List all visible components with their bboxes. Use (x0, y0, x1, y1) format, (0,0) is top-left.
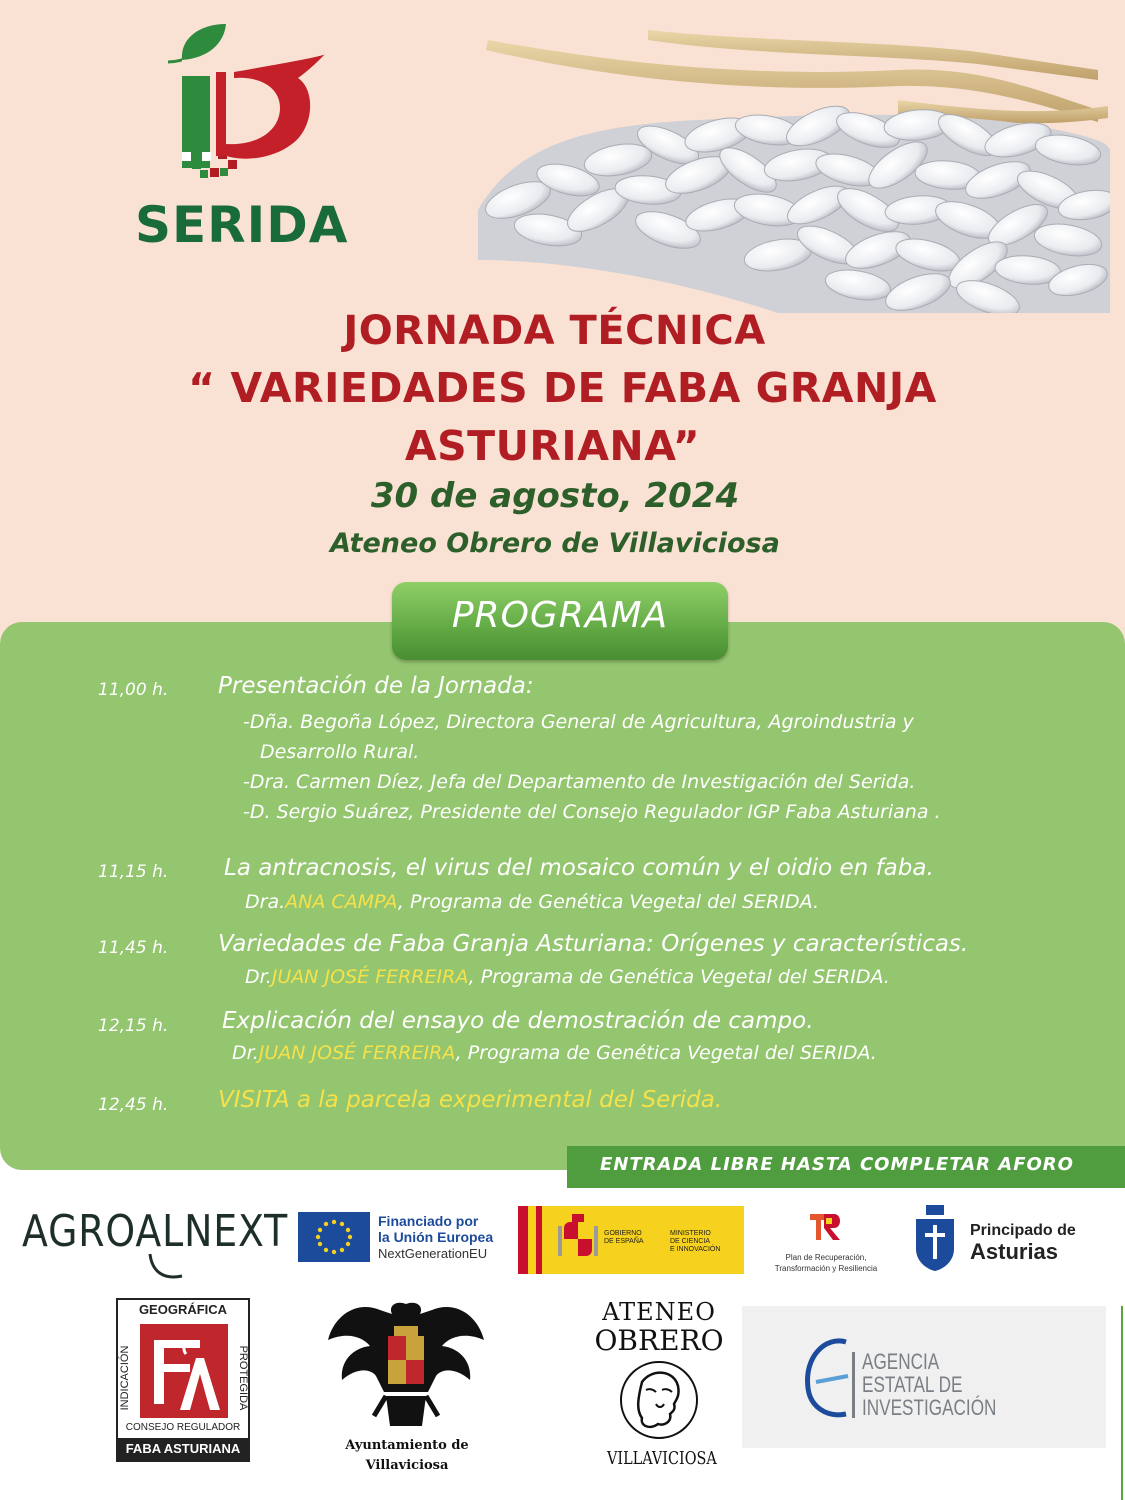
event-title-line1: “ VARIEDADES DE FABA GRANJA (188, 364, 937, 412)
ateneo-line2: OBRERO (594, 1324, 724, 1357)
event-venue: Ateneo Obrero de Villaviciosa (330, 528, 780, 559)
agroalnext-logo: AGROALNEXT (22, 1206, 289, 1257)
eu-funding-text (378, 1213, 493, 1262)
ayto-line1: Ayuntamiento de (345, 1438, 469, 1453)
program-title: Variedades de Faba Granja Asturiana: Orígenes y características. (218, 931, 969, 957)
aei-line3: INVESTIGACIÓN (862, 1395, 997, 1420)
gob-line2: DE ESPAÑA (604, 1238, 644, 1245)
free-entry-text: ENTRADA LIBRE HASTA COMPLETAR AFORO (600, 1154, 1074, 1175)
villaviciosa-coat-of-arms-icon (326, 1296, 486, 1436)
program-speaker (245, 966, 890, 988)
gob-line1: GOBIERNO (604, 1230, 642, 1237)
program-speaker (232, 1042, 877, 1064)
asturias-text (970, 1222, 1076, 1264)
min-line2: DE CIENCIA (670, 1238, 711, 1245)
program-time: 12,45 h. (98, 1095, 169, 1115)
prtr-logo (756, 1206, 896, 1276)
speaker-name: JUAN JOSÉ FERREIRA (271, 966, 469, 988)
speaker-name: ANA CAMPA (285, 891, 398, 913)
speaker-prefix: Dra. (245, 891, 286, 913)
program-time: 11,15 h. (98, 862, 169, 882)
aei-text (862, 1350, 996, 1419)
event-type-title: JORNADA TÉCNICA (343, 308, 766, 354)
aei-line2: ESTATAL DE (862, 1372, 963, 1397)
asturias-shield-icon (912, 1205, 958, 1271)
program-title (218, 1087, 722, 1113)
programa-label: PROGRAMA (451, 595, 669, 636)
eu-line3: NextGenerationEU (378, 1246, 488, 1261)
ateneo-portrait-icon (616, 1360, 702, 1440)
program-title: Explicación del ensayo de demostración de campo. (222, 1008, 814, 1034)
speaker-prefix: Dr. (232, 1042, 259, 1064)
white-beans-photo (478, 30, 1110, 313)
igp-bottom-text: FABA ASTURIANA (125, 1441, 241, 1456)
prtr-text (756, 1252, 896, 1274)
event-title-line2: ASTURIANA” (404, 422, 701, 470)
edge-line (1121, 1306, 1123, 1500)
program-speaker-line: Desarrollo Rural. (260, 741, 420, 763)
min-line3: E INNOVACIÓN (670, 1246, 721, 1253)
flag-stripe (518, 1206, 528, 1274)
program-speaker-line: -Dra. Carmen Díez, Jefa del Departamento de Investigación del Serida. (243, 771, 916, 793)
spain-coat-of-arms-icon (558, 1214, 598, 1266)
faba-asturiana-mark-icon (140, 1324, 228, 1418)
min-line1: MINISTERIO (670, 1230, 711, 1237)
prtr-line2: Transformación y Resiliencia (774, 1264, 878, 1273)
program-speaker (245, 891, 819, 913)
program-title: Presentación de la Jornada: (218, 673, 534, 699)
gobierno-espana-logo (518, 1206, 744, 1274)
eu-flag-icon (298, 1212, 370, 1262)
igp-top-text: GEOGRÁFICA (138, 1302, 228, 1317)
speaker-affiliation: , Programa de Genética Vegetal del SERIDA. (397, 891, 820, 913)
asturias-line2: Asturias (970, 1239, 1059, 1264)
serida-wordmark: SERIDA (135, 196, 349, 254)
ministerio-text (670, 1230, 720, 1254)
aei-mark-icon (796, 1336, 860, 1422)
program-time: 11,00 h. (98, 680, 169, 700)
event-date: 30 de agosto, 2024 (370, 476, 740, 516)
igp-left-text: INDICACIÓN (119, 1345, 131, 1411)
program-speaker-line: -D. Sergio Suárez, Presidente del Consejo Regulador IGP Faba Asturiana . (243, 801, 941, 823)
ateneo-obrero-logo (594, 1298, 724, 1476)
ateneo-line1: ATENEO (602, 1298, 716, 1326)
prtr-line1: Plan de Recuperación, (785, 1253, 867, 1262)
eu-line2: la Unión Europea (378, 1229, 494, 1245)
aei-line1: AGENCIA (862, 1349, 940, 1374)
tr-logo-icon (808, 1210, 844, 1246)
program-title: La antracnosis, el virus del mosaico común y el oidio en faba. (224, 855, 934, 881)
igp-faba-asturiana-logo (116, 1298, 250, 1462)
asturias-line1: Principado de (970, 1222, 1076, 1239)
igp-right-text: PROTEGIDA (237, 1345, 249, 1411)
ayuntamiento-text (322, 1436, 492, 1476)
speaker-affiliation: , Programa de Genética Vegetal del SERIDA. (455, 1042, 877, 1064)
igp-consejo-text: CONSEJO REGULADOR (125, 1422, 241, 1433)
speaker-affiliation: , Programa de Genética Vegetal del SERIDA. (468, 966, 890, 988)
visit-text: a la parcela experimental del Serida. (289, 1087, 723, 1113)
flag-stripe (536, 1206, 542, 1274)
program-time: 12,15 h. (98, 1016, 169, 1036)
ateneo-line3: VILLAVICIOSA (607, 1448, 717, 1469)
visit-highlight: VISITA (218, 1087, 290, 1113)
ayto-line2: Villaviciosa (365, 1458, 449, 1473)
program-time: 11,45 h. (98, 938, 169, 958)
agroalnext-swoosh-icon (146, 1252, 186, 1282)
gobierno-text (604, 1230, 644, 1246)
eu-line1: Financiado por (378, 1213, 479, 1229)
program-speaker-line: -Dña. Begoña López, Directora General de Agricultura, Agroindustria y (243, 711, 914, 733)
speaker-name: JUAN JOSÉ FERREIRA (258, 1042, 456, 1064)
flag-stripe (528, 1206, 536, 1274)
speaker-prefix: Dr. (245, 966, 272, 988)
